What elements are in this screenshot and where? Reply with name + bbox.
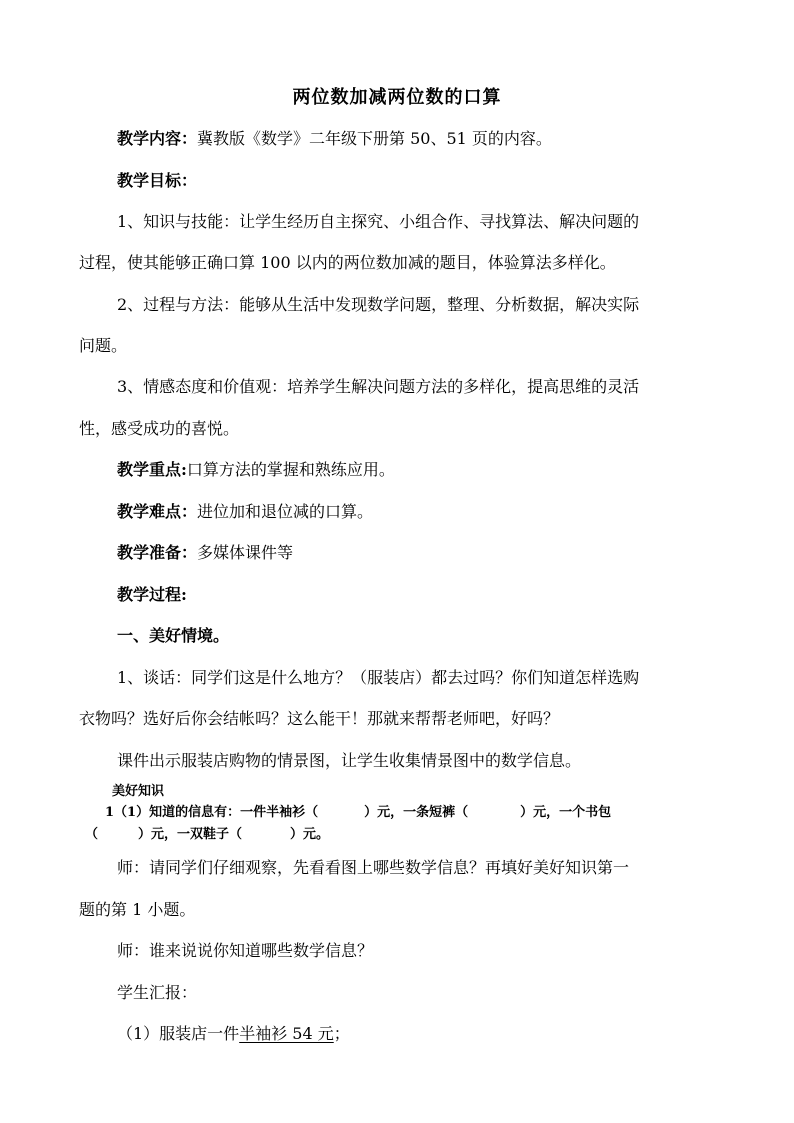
- difficulty-label: 教学难点：: [117, 502, 198, 521]
- document-title: 两位数加减两位数的口算: [292, 87, 502, 108]
- student-report-label: 学生汇报：: [117, 983, 198, 1002]
- worksheet-q1-b: ）元，一条短裤（: [364, 805, 469, 820]
- goal3-line1: 3、情感态度和价值观：培养学生解决问题方法的多样化，提高思维的灵活: [117, 377, 640, 396]
- report-item1-suffix: ；: [333, 1024, 350, 1043]
- goal1-line2: 过程，使其能够正确口算 100 以内的两位数加减的题目，体验算法多样化。: [79, 253, 616, 272]
- teaching-content-line: [117, 129, 552, 149]
- talk-line1: 1、谈话：同学们这是什么地方？（服装店）都去过吗？你们知道怎样选购: [117, 668, 640, 687]
- difficulty-text: 进位加和退位减的口算。: [197, 502, 374, 521]
- report-item1-underlined: 半袖衫 54 元: [239, 1024, 334, 1043]
- key-point-label: 教学重点:: [117, 460, 187, 479]
- courseware-line: 课件出示服装店购物的情景图，让学生收集情景图中的数学信息。: [117, 751, 582, 770]
- difficulty-line: [117, 502, 373, 522]
- key-point-text: 口算方法的掌握和熟练应用。: [186, 460, 395, 479]
- worksheet-q1-f: ）元。: [290, 827, 330, 842]
- goal2-line1: 2、过程与方法：能够从生活中发现数学问题，整理、分析数据，解决实际: [117, 295, 640, 314]
- preparation-text: 多媒体课件等: [197, 543, 294, 562]
- teaching-content-label: 教学内容：: [117, 129, 198, 148]
- preparation-label: 教学准备：: [117, 543, 198, 562]
- report-item1-prefix: （1）服装店一件: [117, 1024, 240, 1043]
- worksheet-question-line1: [105, 805, 611, 821]
- report-item1: [117, 1024, 350, 1044]
- teacher-line1: 师：请同学们仔细观察，先看看图上哪些数学信息？再填好美好知识第一: [117, 858, 630, 877]
- section1-heading: 一、美好情境。: [117, 626, 230, 645]
- preparation-line: [117, 543, 293, 563]
- teaching-content-text: 冀教版《数学》二年级下册第 50、51 页的内容。: [197, 129, 552, 148]
- worksheet-heading: 美好知识: [112, 784, 165, 799]
- goal3-line2: 性，感受成功的喜悦。: [79, 419, 240, 438]
- talk-line2: 衣物吗？选好后你会结帐吗？这么能干！那就来帮帮老师吧，好吗？: [79, 709, 560, 728]
- worksheet-q1-e: ）元，一双鞋子（: [138, 827, 243, 842]
- goal2-line2: 问题。: [79, 336, 128, 355]
- worksheet-q1-d: （: [85, 827, 99, 842]
- teacher-line3: 师：谁来说说你知道哪些数学信息？: [117, 941, 374, 960]
- teacher-line2: 题的第 1 小题。: [79, 900, 196, 919]
- teaching-process-label: 教学过程:: [117, 585, 187, 604]
- goal1-line1: 1、知识与技能：让学生经历自主探究、小组合作、寻找算法、解决问题的: [117, 212, 640, 231]
- teaching-goals-label: 教学目标：: [117, 171, 198, 190]
- key-point-line: [117, 460, 395, 480]
- worksheet-q1-a: 1（1）知道的信息有：一件半袖衫（: [105, 805, 319, 820]
- worksheet-q1-c: ）元，一个书包: [520, 805, 612, 820]
- worksheet-question-line2: [85, 827, 329, 843]
